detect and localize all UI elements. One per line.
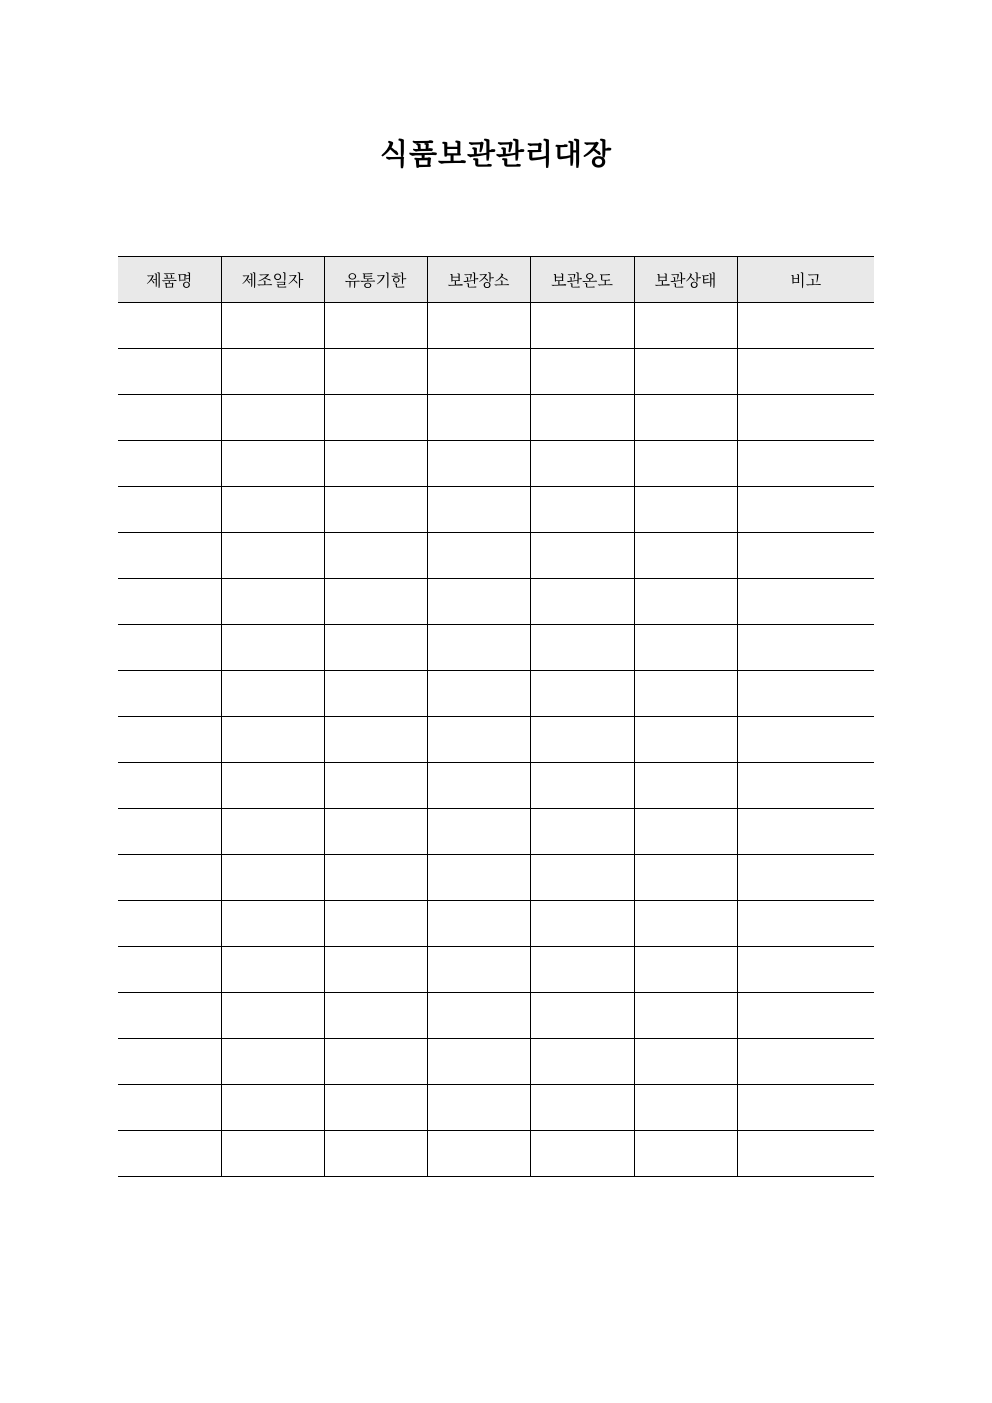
table-cell xyxy=(634,809,737,855)
table-cell xyxy=(530,993,634,1039)
table-cell xyxy=(221,303,324,349)
table-cell xyxy=(634,533,737,579)
table-cell xyxy=(221,395,324,441)
table-cell xyxy=(634,717,737,763)
table-cell xyxy=(737,993,874,1039)
table-cell xyxy=(427,349,530,395)
table-cell xyxy=(118,1131,221,1177)
header-product-name: 제품명 xyxy=(118,257,221,303)
table-cell xyxy=(324,441,427,487)
table-cell xyxy=(427,809,530,855)
table-cell xyxy=(530,579,634,625)
table-cell xyxy=(324,579,427,625)
table-cell xyxy=(118,1039,221,1085)
table-cell xyxy=(530,855,634,901)
table-cell xyxy=(221,763,324,809)
table-cell xyxy=(324,901,427,947)
table-cell xyxy=(737,579,874,625)
table-row xyxy=(118,947,874,993)
table-cell xyxy=(427,763,530,809)
table-cell xyxy=(324,855,427,901)
table-cell xyxy=(634,349,737,395)
table-cell xyxy=(530,487,634,533)
table-cell xyxy=(427,1085,530,1131)
table-cell xyxy=(427,855,530,901)
table-cell xyxy=(530,901,634,947)
table-cell xyxy=(118,395,221,441)
table-cell xyxy=(427,717,530,763)
table-cell xyxy=(530,441,634,487)
table-cell xyxy=(221,947,324,993)
table-cell xyxy=(634,947,737,993)
table-cell xyxy=(324,809,427,855)
table-cell xyxy=(634,855,737,901)
table-cell xyxy=(427,993,530,1039)
table-cell xyxy=(324,993,427,1039)
header-storage-location: 보관장소 xyxy=(427,257,530,303)
table-cell xyxy=(737,1131,874,1177)
table-cell xyxy=(427,441,530,487)
table-row xyxy=(118,349,874,395)
table-cell xyxy=(427,303,530,349)
table-row xyxy=(118,533,874,579)
table-cell xyxy=(324,395,427,441)
table-cell xyxy=(221,1085,324,1131)
table-cell xyxy=(530,1039,634,1085)
table-cell xyxy=(324,717,427,763)
table-header-row xyxy=(118,257,874,303)
table-cell xyxy=(221,1039,324,1085)
table-cell xyxy=(737,349,874,395)
table-cell xyxy=(427,625,530,671)
table-cell xyxy=(221,1131,324,1177)
table-cell xyxy=(118,487,221,533)
table-cell xyxy=(427,947,530,993)
table-cell xyxy=(737,303,874,349)
table-cell xyxy=(118,717,221,763)
table-cell xyxy=(118,1085,221,1131)
table-row xyxy=(118,1131,874,1177)
table-cell xyxy=(427,901,530,947)
table-cell xyxy=(221,487,324,533)
table-cell xyxy=(634,671,737,717)
table-cell xyxy=(530,763,634,809)
table-cell xyxy=(118,671,221,717)
table-cell xyxy=(737,763,874,809)
table-row xyxy=(118,579,874,625)
table-cell xyxy=(118,579,221,625)
table-cell xyxy=(737,947,874,993)
header-expiration-date: 유통기한 xyxy=(324,257,427,303)
table-row xyxy=(118,395,874,441)
table-cell xyxy=(737,855,874,901)
table-cell xyxy=(427,395,530,441)
table-cell xyxy=(221,809,324,855)
table-cell xyxy=(324,763,427,809)
table-cell xyxy=(118,349,221,395)
table-cell xyxy=(737,671,874,717)
table-cell xyxy=(221,579,324,625)
table-cell xyxy=(634,579,737,625)
table-cell xyxy=(221,993,324,1039)
table-cell xyxy=(737,1039,874,1085)
table-cell xyxy=(221,671,324,717)
table-cell xyxy=(634,763,737,809)
table-row xyxy=(118,901,874,947)
table-cell xyxy=(221,901,324,947)
table-cell xyxy=(324,349,427,395)
table-row xyxy=(118,303,874,349)
table-cell xyxy=(737,533,874,579)
table-cell xyxy=(324,1039,427,1085)
table-cell xyxy=(221,441,324,487)
table-cell xyxy=(427,671,530,717)
table-cell xyxy=(221,625,324,671)
table-cell xyxy=(118,809,221,855)
table-cell xyxy=(530,717,634,763)
table-row xyxy=(118,441,874,487)
table-cell xyxy=(324,1085,427,1131)
table-row xyxy=(118,993,874,1039)
table-cell xyxy=(634,901,737,947)
header-storage-temperature: 보관온도 xyxy=(530,257,634,303)
table-cell xyxy=(118,901,221,947)
table-cell xyxy=(118,533,221,579)
table-cell xyxy=(530,809,634,855)
table-cell xyxy=(737,441,874,487)
table-cell xyxy=(118,947,221,993)
table-cell xyxy=(427,579,530,625)
table-cell xyxy=(118,625,221,671)
table-cell xyxy=(737,809,874,855)
table-row xyxy=(118,1085,874,1131)
table-cell xyxy=(324,671,427,717)
table-cell xyxy=(118,993,221,1039)
header-manufacture-date: 제조일자 xyxy=(221,257,324,303)
table-cell xyxy=(324,303,427,349)
table-cell xyxy=(118,303,221,349)
table-cell xyxy=(221,533,324,579)
table-cell xyxy=(634,1131,737,1177)
table-row xyxy=(118,1039,874,1085)
table-cell xyxy=(634,487,737,533)
table-cell xyxy=(427,487,530,533)
storage-log-table xyxy=(118,256,874,1177)
table-row xyxy=(118,855,874,901)
table-cell xyxy=(530,625,634,671)
header-remarks: 비고 xyxy=(737,257,874,303)
table-cell xyxy=(737,901,874,947)
table-cell xyxy=(737,487,874,533)
table-cell xyxy=(427,533,530,579)
table-cell xyxy=(324,947,427,993)
table-row xyxy=(118,671,874,717)
table-cell xyxy=(530,303,634,349)
table-row xyxy=(118,625,874,671)
table-cell xyxy=(221,855,324,901)
table-cell xyxy=(530,395,634,441)
table-body xyxy=(118,303,874,1177)
table-cell xyxy=(737,395,874,441)
table-cell xyxy=(737,717,874,763)
table-cell xyxy=(118,855,221,901)
table-cell xyxy=(634,441,737,487)
table-cell xyxy=(530,533,634,579)
table-cell xyxy=(324,625,427,671)
table-cell xyxy=(634,1039,737,1085)
table-cell xyxy=(324,533,427,579)
table-row xyxy=(118,809,874,855)
table-cell xyxy=(634,395,737,441)
table-cell xyxy=(324,487,427,533)
table-cell xyxy=(530,671,634,717)
table-cell xyxy=(634,625,737,671)
table-cell xyxy=(737,1085,874,1131)
table-cell xyxy=(118,441,221,487)
table-row xyxy=(118,487,874,533)
table-cell xyxy=(634,303,737,349)
table-cell xyxy=(634,993,737,1039)
table-cell xyxy=(324,1131,427,1177)
table-cell xyxy=(221,349,324,395)
table-row xyxy=(118,717,874,763)
table-cell xyxy=(118,763,221,809)
table-cell xyxy=(634,1085,737,1131)
table-cell xyxy=(427,1039,530,1085)
table-cell xyxy=(530,349,634,395)
header-storage-condition: 보관상태 xyxy=(634,257,737,303)
table-cell xyxy=(427,1131,530,1177)
table-cell xyxy=(737,625,874,671)
page-title: 식품보관관리대장 xyxy=(379,137,613,171)
table-cell xyxy=(530,1085,634,1131)
table-cell xyxy=(530,947,634,993)
table-row xyxy=(118,763,874,809)
table-cell xyxy=(530,1131,634,1177)
table-cell xyxy=(221,717,324,763)
